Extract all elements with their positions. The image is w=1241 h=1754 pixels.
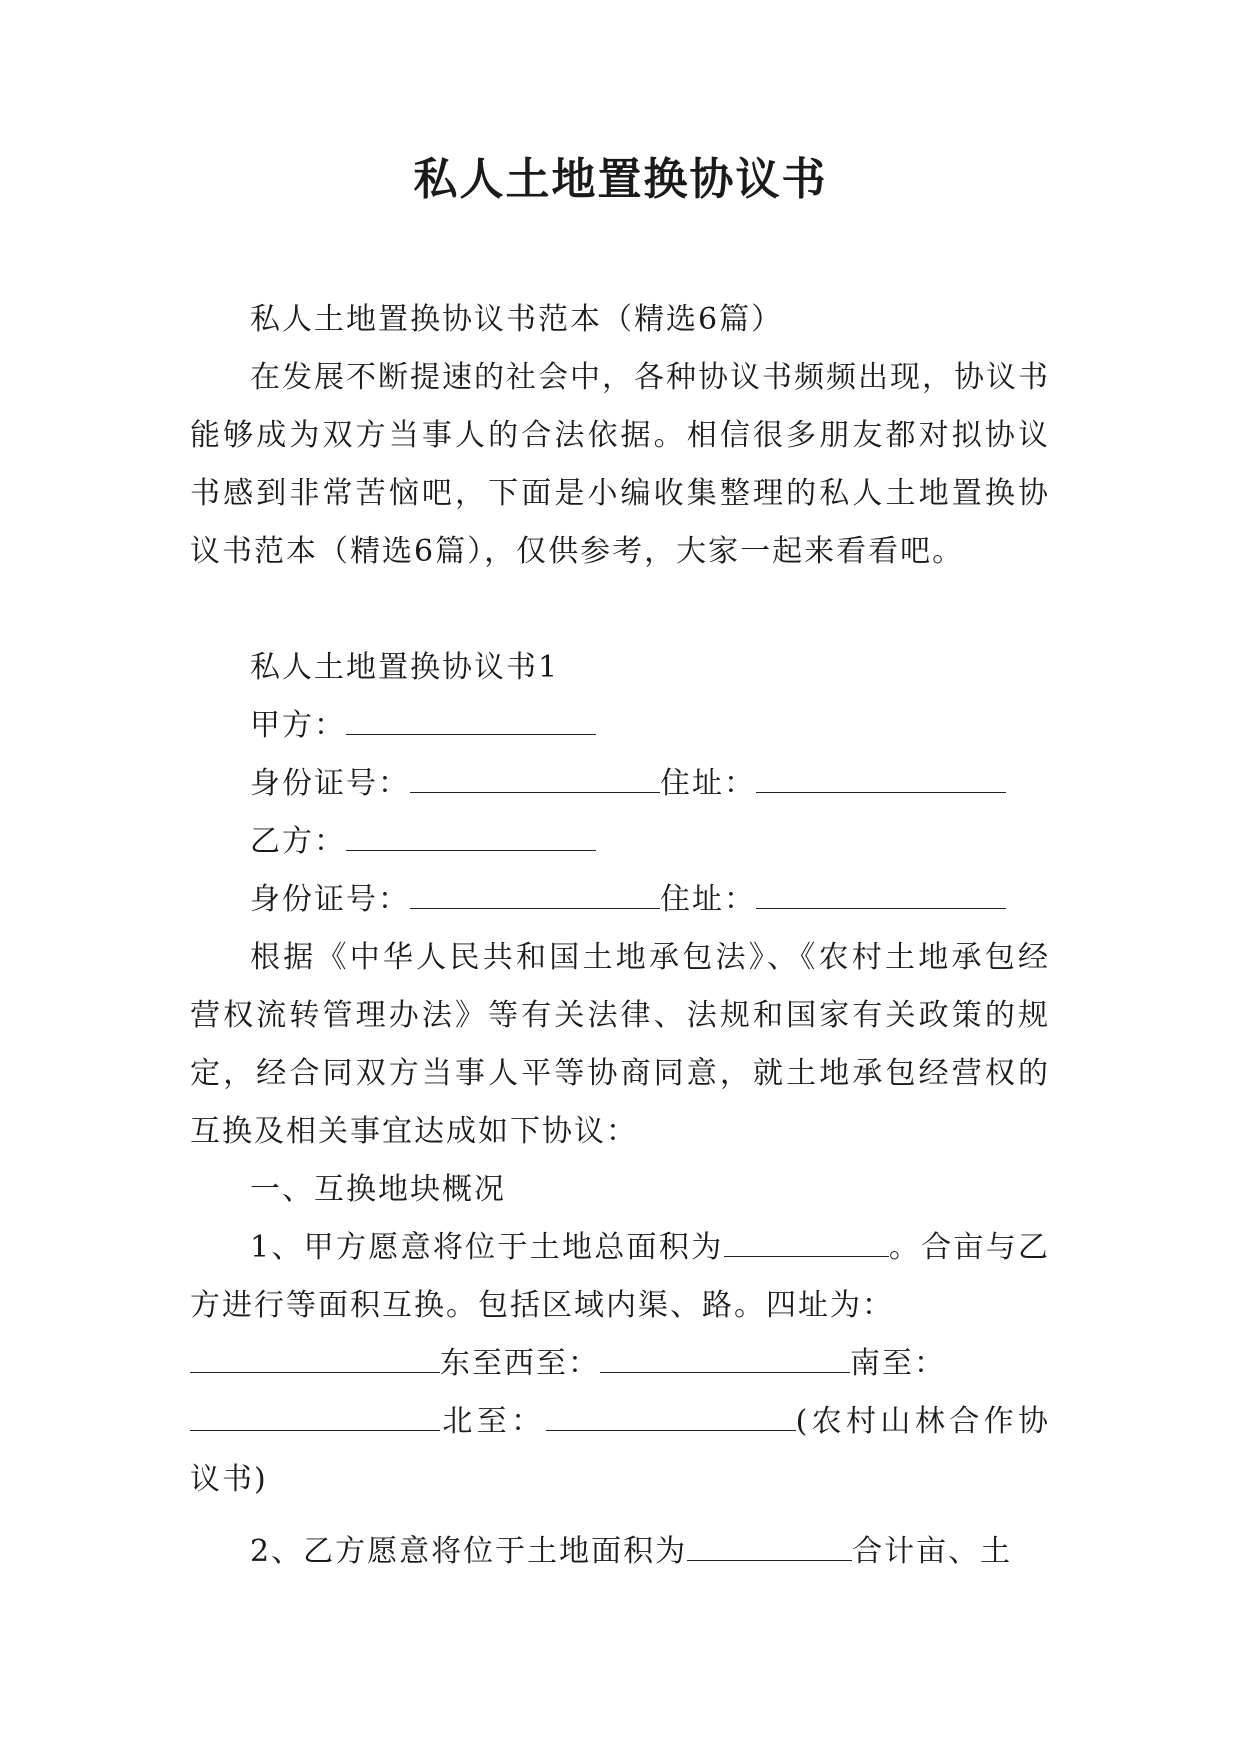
party-a-address-blank: [756, 764, 1006, 794]
id-label: 身份证号：: [250, 766, 410, 801]
item-1-area-blank: [724, 1228, 889, 1258]
id-label: 身份证号：: [250, 882, 410, 917]
party-b-id-blank: [410, 880, 660, 910]
item-1-north-line: [190, 1393, 1050, 1509]
south-blank: [190, 1402, 440, 1432]
party-b-blank: [346, 822, 596, 852]
party-a-id-blank: [410, 764, 660, 794]
south-label: 南至：: [850, 1346, 946, 1381]
item-1-text-a: 1、甲方愿意将位于土地总面积为: [250, 1230, 724, 1265]
item-2-area-blank: [687, 1532, 852, 1562]
party-b-label: 乙方：: [250, 824, 346, 859]
party-a-blank: [346, 706, 596, 736]
item-2-paragraph: [190, 1523, 1050, 1581]
address-label: 住址：: [660, 766, 756, 801]
item-1-paragraph: [190, 1219, 1050, 1335]
east-west-label: 东至西至：: [440, 1346, 600, 1381]
west-blank: [600, 1344, 850, 1374]
north-blank: [546, 1402, 796, 1432]
item-2-text-b: 合计亩、土: [852, 1534, 1013, 1569]
north-label: 北至：: [440, 1404, 546, 1439]
party-b-line: [190, 813, 1050, 871]
intro-paragraph: 在发展不断提速的社会中，各种协议书频频出现，协议书能够成为双方当事人的合法依据。相信很多朋友都对拟协议书感到非常苦恼吧，下面是小编收集整理的私人土地置换协议书范本（精选6篇），仅供参考，大家一起来看看吧。: [190, 360, 1050, 569]
party-b-id-line: [190, 871, 1050, 929]
party-a-id-line: [190, 755, 1050, 813]
party-b-address-blank: [756, 880, 1006, 910]
intro-subtitle: 私人土地置换协议书范本（精选6篇）: [250, 302, 784, 337]
document-title: 私人土地置换协议书: [413, 154, 828, 205]
party-a-label: 甲方：: [250, 708, 346, 743]
party-a-line: [190, 697, 1050, 755]
east-blank: [190, 1344, 440, 1374]
item-1-note: (农村山林合作协议书): [190, 1404, 1050, 1497]
item-1-text-b: 。合亩与乙方进行等面积互换。包括区域内渠、路。四址为：: [190, 1230, 1051, 1323]
section-heading: 私人土地置换协议书1: [250, 650, 560, 685]
item-2-text-a: 2、乙方愿意将位于土地面积为: [250, 1534, 688, 1569]
item-1-boundaries-line: [190, 1335, 1050, 1393]
document-body: [190, 291, 1050, 1581]
clause-one-heading: 一、互换地块概况: [250, 1172, 506, 1207]
basis-paragraph: 根据《中华人民共和国土地承包法》、《农村土地承包经营权流转管理办法》等有关法律、法规和国家有关政策的规定，经合同双方当事人平等协商同意，就土地承包经营权的互换及相关事宜达成如下协议：: [190, 940, 1050, 1149]
address-label: 住址：: [660, 882, 756, 917]
